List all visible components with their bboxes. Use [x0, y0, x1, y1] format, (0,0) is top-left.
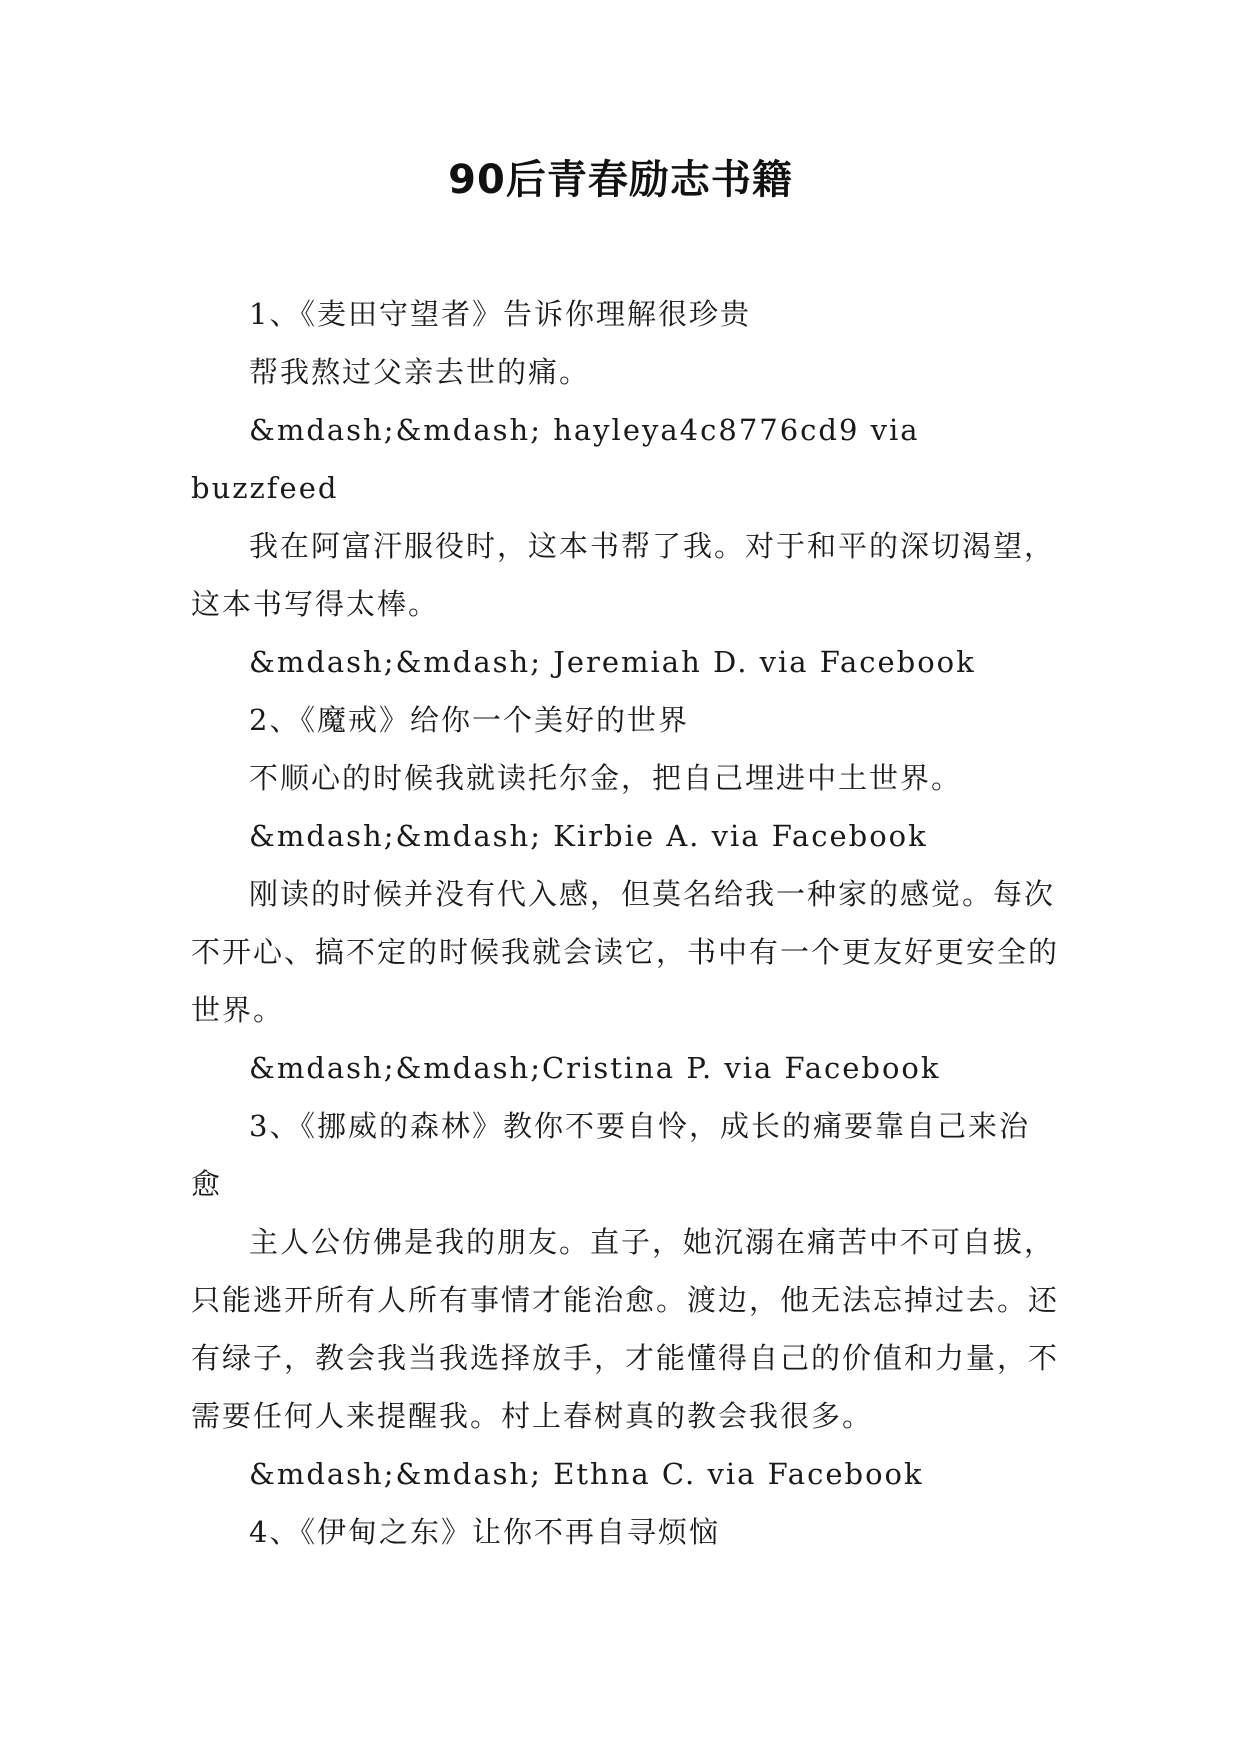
body-paragraph: 我在阿富汗服役时，这本书帮了我。对于和平的深切渴望，这本书写得太棒。 — [191, 529, 1056, 621]
document-title: 90后青春励志书籍 — [448, 157, 793, 203]
heading-norwegian-wood: 3、《挪威的森林》教你不要自怜，成长的痛要靠自己来治愈 — [191, 1109, 1030, 1201]
attribution-line: &mdash;&mdash; Kirbie A. via Facebook — [249, 819, 928, 853]
body-paragraph: 不顺心的时候我就读托尔金，把自己埋进中土世界。 — [249, 761, 963, 795]
heading-catcher-in-the-rye: 1、《麦田守望者》告诉你理解很珍贵 — [249, 297, 751, 331]
body-paragraph: 主人公仿佛是我的朋友。直子，她沉溺在痛苦中不可自拔，只能逃开所有人所有事情才能治愈。渡边，他无法忘掉过去。还有绿子，教会我当我选择放手，才能懂得自己的价值和力量，不需要任何人来提醒我。村上春树真的教会我很多。 — [191, 1225, 1060, 1433]
heading-east-of-eden: 4、《伊甸之东》让你不再自寻烦恼 — [249, 1515, 720, 1549]
heading-lord-of-the-rings: 2、《魔戒》给你一个美好的世界 — [249, 703, 689, 737]
attribution-line: &mdash;&mdash; Jeremiah D. via Facebook — [249, 645, 976, 679]
body-paragraph: 帮我熬过父亲去世的痛。 — [249, 355, 591, 389]
attribution-line: &mdash;&mdash; hayleya4c8776cd9 via buzzfeed — [191, 413, 920, 505]
body-paragraph: 刚读的时候并没有代入感，但莫名给我一种家的感觉。每次不开心、搞不定的时候我就会读它，书中有一个更友好更安全的世界。 — [191, 877, 1060, 1027]
document-body — [191, 285, 1059, 1561]
attribution-line: &mdash;&mdash;Cristina P. via Facebook — [249, 1051, 941, 1085]
attribution-line: &mdash;&mdash; Ethna C. via Facebook — [249, 1457, 924, 1491]
